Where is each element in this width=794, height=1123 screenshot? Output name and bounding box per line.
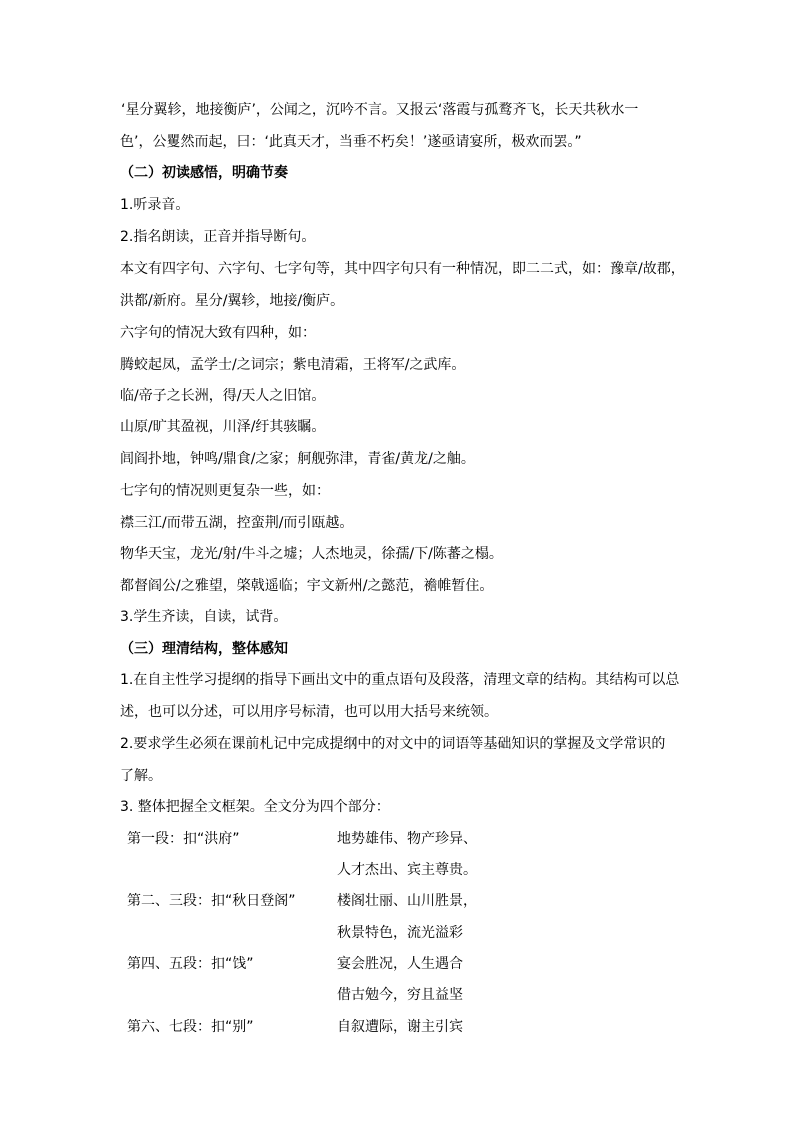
six-char-example: 腾蛟起凤，孟学士/之词宗；紫电清霜，王将军/之武库。 [120,357,466,373]
six-char-example: 闾阎扑地，钟鸣/鼎食/之家；舸舰弥津，青雀/黄龙/之舳。 [120,451,475,467]
seven-char-intro: 七字句的情况则更复杂一些，如： [120,483,330,499]
seven-char-example: 襟三江/而带五湖，控蛮荆/而引瓯越。 [120,515,354,531]
quote-line-2: 色’，公矍然而起，曰：‘此真天才，当垂不朽矣！’遂亟请宴所，极欢而罢。” [120,134,582,150]
structure-item-3: 3. 整体把握全文框架。全文分为四个部分： [120,799,390,815]
section-heading-3: （三）理清结构，整体感知 [120,641,288,657]
list-item-read-aloud: 2.指名朗读，正音并指导断句。 [120,229,316,245]
six-char-example: 山原/旷其盈视，川泽/纡其骇瞩。 [120,419,326,435]
outline-part: 第四、五段：扣“饯” [127,956,254,972]
list-item-listen: 1.听录音。 [120,197,190,213]
outline-desc: 秋景特色，流光溢彩 [337,925,463,941]
quote-line-1: ‘星分翼轸，地接衡庐’，公闻之，沉吟不言。又报云‘落霞与孤鹜齐飞，长天共秋水一 [121,102,639,118]
seven-char-example: 物华天宝，龙光/射/牛斗之墟；人杰地灵，徐孺/下/陈蕃之榻。 [120,546,503,562]
outline-desc: 自叙遭际，谢主引宾 [337,1019,463,1035]
outline-desc: 人才杰出、宾主尊贵。 [337,862,477,878]
structure-item-1-line-1: 1.在自主性学习提纲的指导下画出文中的重点语句及段落，清理文章的结构。其结构可以总 [120,672,680,688]
outline-desc: 地势雄伟、物产珍异、 [337,831,477,847]
outline-desc: 宴会胜况，人生遇合 [337,956,463,972]
six-char-example: 临/帝子之长洲，得/天人之旧馆。 [120,388,326,404]
structure-item-1-line-2: 述，也可以分述，可以用序号标清，也可以用大括号来统领。 [120,704,498,720]
outline-part: 第二、三段：扣“秋日登阁” [127,893,296,909]
seven-char-example: 都督阎公/之雅望，棨戟遥临；宇文新州/之懿范，襜帷暂住。 [120,578,494,594]
six-char-intro: 六字句的情况大致有四种，如： [120,325,316,341]
outline-desc: 借古勉今，穷且益坚 [337,987,463,1003]
outline-part: 第六、七段：扣“别” [127,1019,254,1035]
paragraph-four-char-line-2: 洪都/新府。星分/翼轸，地接/衡庐。 [120,293,345,309]
structure-item-2-line-1: 2.要求学生必须在课前札记中完成提纲中的对文中的词语等基础知识的掌握及文学常识的 [120,736,666,752]
outline-part: 第一段：扣“洪府” [127,831,240,847]
outline-desc: 楼阁壮丽、山川胜景， [337,893,477,909]
list-item-recite: 3.学生齐读，自读，试背。 [120,609,288,625]
paragraph-four-char-line-1: 本文有四字句、六字句、七字句等，其中四字句只有一种情况，即二二式，如：豫章/故郡， [120,261,685,277]
structure-item-2-line-2: 了解。 [120,768,162,784]
section-heading-2: （二）初读感悟，明确节奏 [120,165,288,181]
